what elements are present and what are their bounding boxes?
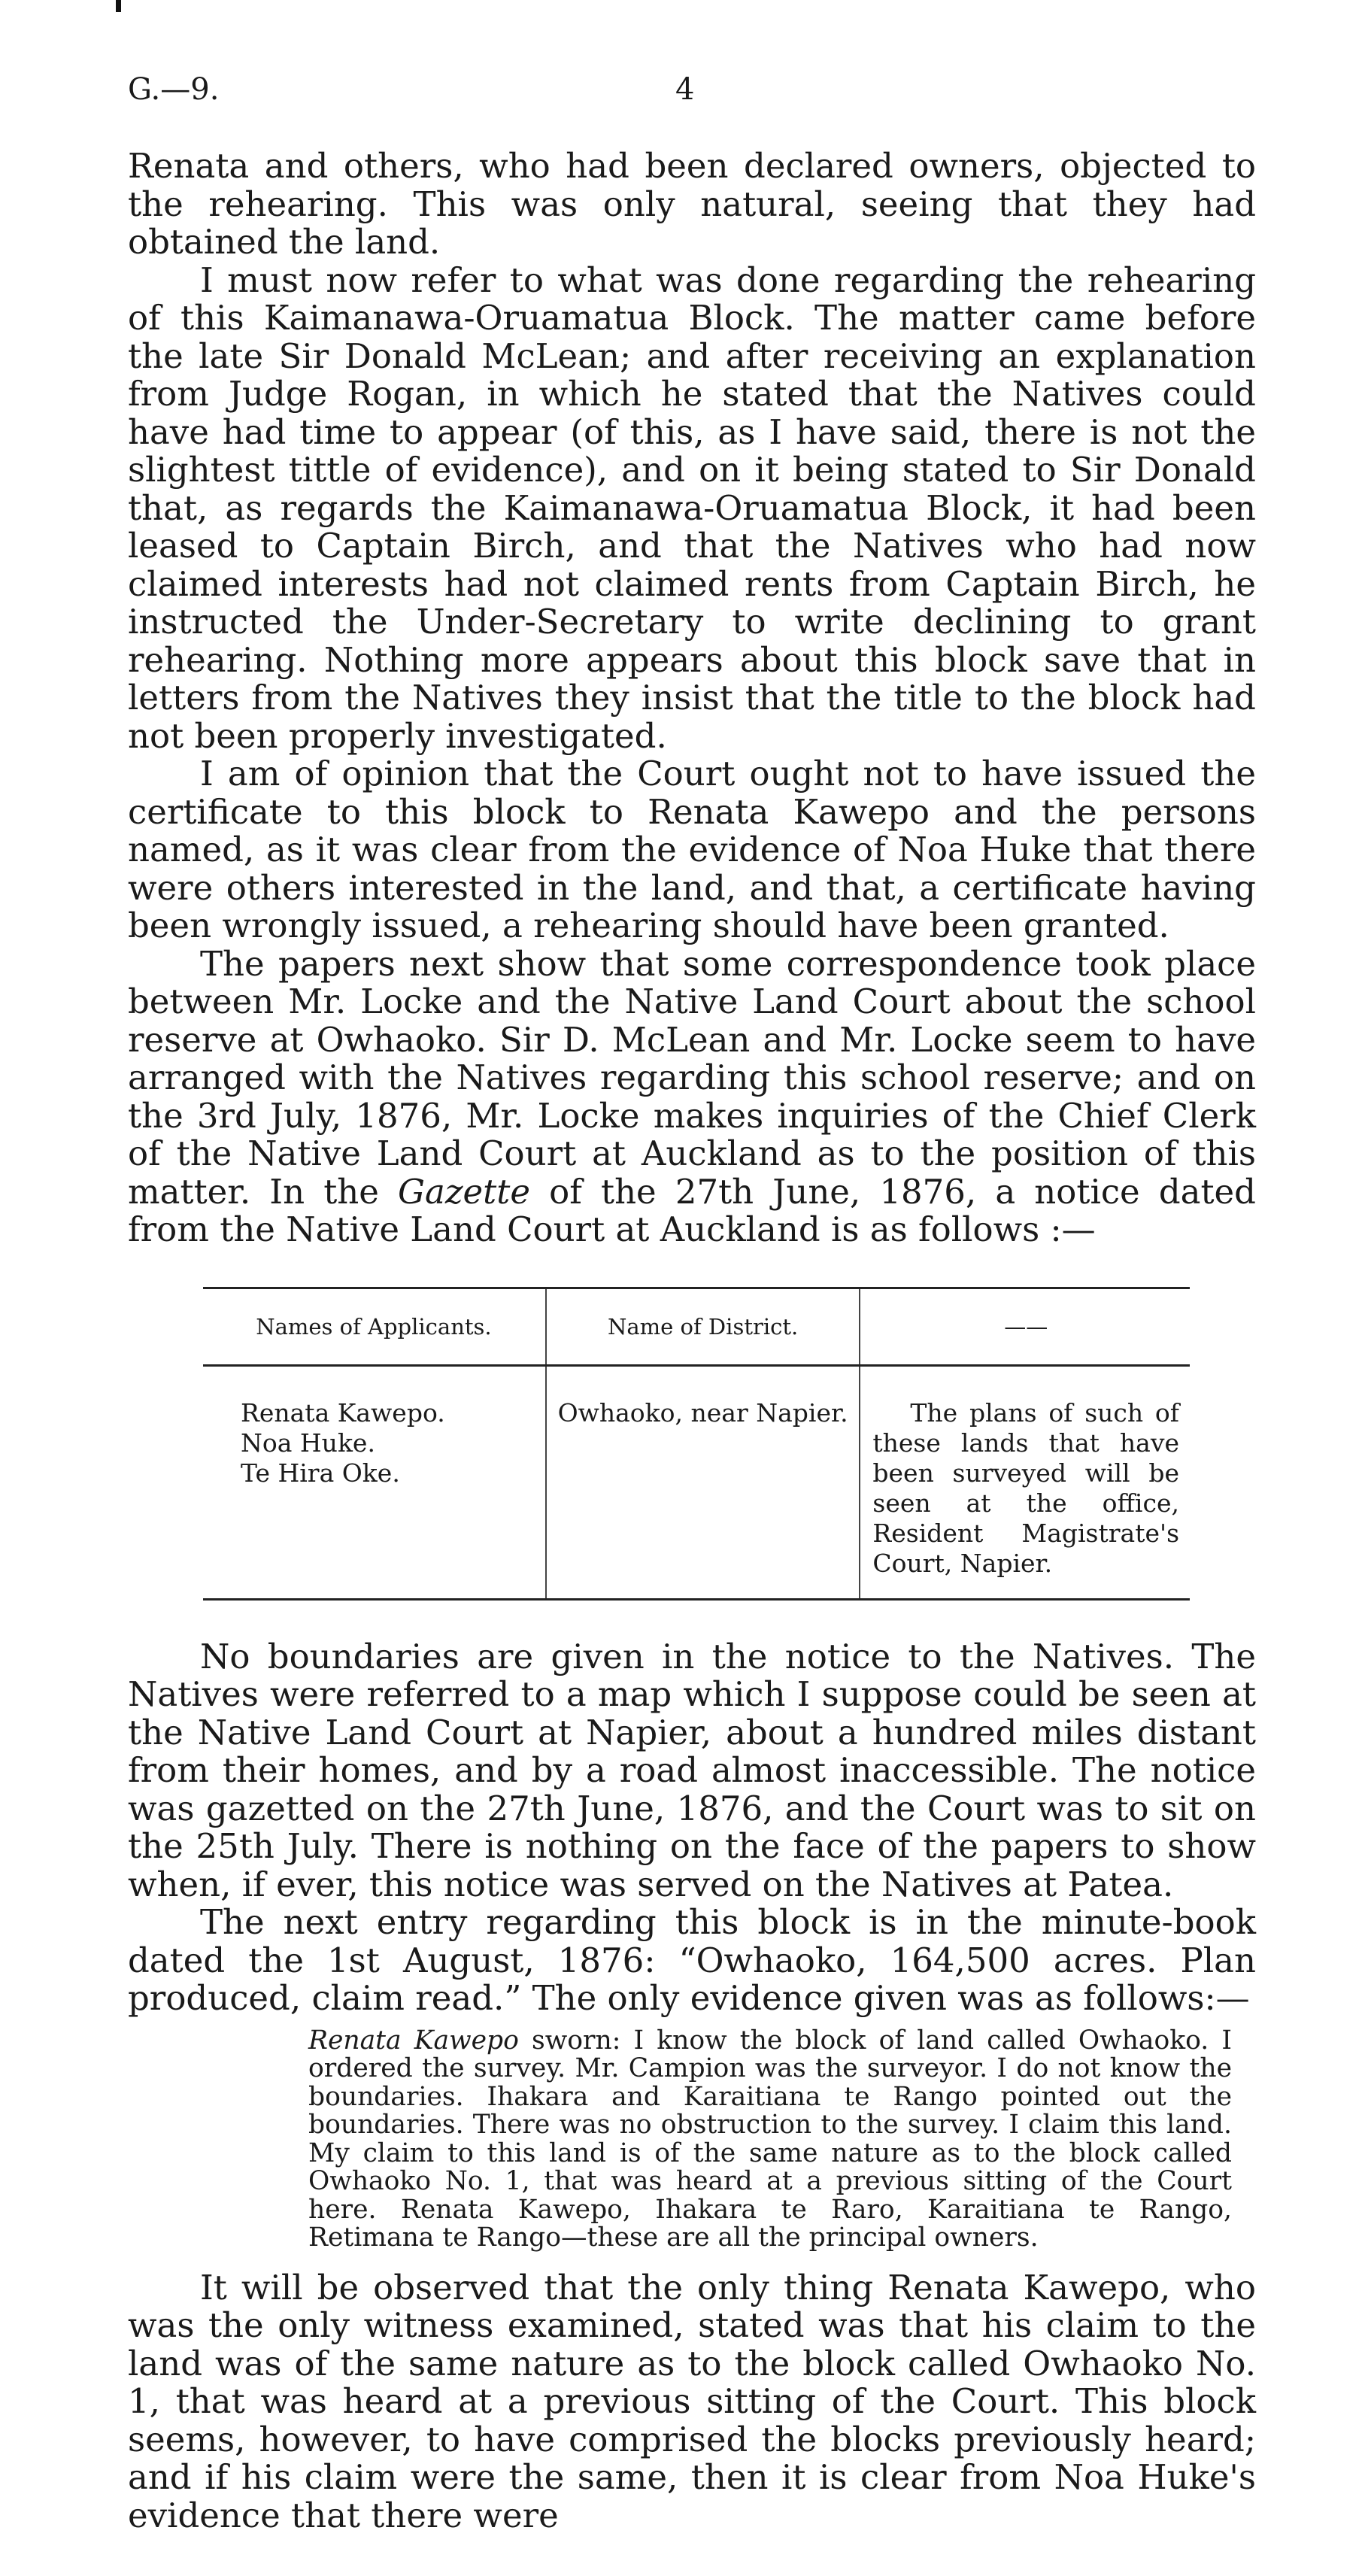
column-header-applicants: Names of Applicants.	[203, 1288, 546, 1365]
page-header	[128, 72, 1256, 117]
column-header-remarks: ——	[860, 1288, 1190, 1365]
applicants-cell	[203, 1365, 546, 1599]
gazette-paragraph	[128, 945, 1256, 1249]
gazette-italic: Gazette	[398, 1171, 530, 1212]
paragraph: The next entry regarding this block is in the minute-book dated the 1st August, 1876: “Owhaoko, 164,500 acres. Plan produced, claim read.” The only evidence given was as follows:—	[128, 1902, 1256, 2018]
quote-text: sworn: I know the block of land called Owhaoko. I ordered the survey. Mr. Campion was the surveyor. I do not know the boundaries. Ihakara and Karaitiana te Rango pointed out the boundaries. There was no obstruction to the survey. I claim this land. My claim to this land is of the same nature as to the block called Owhaoko No. 1, that was heard at a previous sitting of the Court here. Renata Kawepo, Ihakara te Raro, Karaitiana te Rango, Retimana te Rango—these are all the principal owners.	[308, 2025, 1232, 2253]
page-number: 4	[675, 72, 695, 107]
evidence-quote	[308, 2027, 1232, 2253]
paper-reference: G.—9.	[128, 72, 220, 107]
document-body	[128, 147, 1256, 2535]
gazette-notice-table	[203, 1287, 1190, 1601]
closing-paragraph: It will be observed that the only thing Renata Kawepo, who was the only witness examined, stated was that his claim to the land was of the same nature as to the block called Owhaoko No. 1, that was heard at a previous sitting of the Court. This block seems, however, to have comprised the blocks previously heard; and if his claim were the same, then it is clear from Noa Huke's evidence that there were	[128, 2267, 1256, 2535]
paragraph: I must now refer to what was done regarding the rehearing of this Kaimanawa-Oruamatua Block. The matter came before the late Sir Donald McLean; and after receiving an explanation from Judge Rogan, in which he stated that the Natives could have had time to appear (of this, as I have said, there is not the slightest tittle of evidence), and on it being stated to Sir Donald that, as regards the Kaimanawa-Oruamatua Block, it had been leased to Captain Birch, and that the Natives who had now claimed interests had not claimed rents from Captain Birch, he instructed the Under-Secretary to write declining to grant rehearing. Nothing more appears about this block save that in letters from the Natives they insist that the title to the block had not been properly investigated.	[128, 259, 1256, 756]
gazette-text-before: The papers next show that some correspondence took place between Mr. Locke and the Native Land Court about the school reserve at Owhaoko. Sir D. McLean and Mr. Locke seem to have arranged with the Natives regarding this school reserve; and on the 3rd July, 1876, Mr. Locke makes inquiries of the Chief Clerk of the Native Land Court at Auckland as to the position of this matter. In the	[128, 943, 1256, 1212]
paragraph: I am of opinion that the Court ought not to have issued the certificate to this block to Renata Kawepo and the persons named, as it was clear from the evidence of Noa Huke that there were others interested in the land, and that, a certificate having been wrongly issued, a rehearing should have been granted.	[128, 754, 1256, 945]
gazette-text-after: of the 27th June, 1876, a notice dated from the Native Land Court at Auckland is as follows :—	[128, 1171, 1256, 1249]
applicant-name: Te Hira Oke.	[241, 1458, 400, 1488]
witness-name: Renata Kawepo	[308, 2025, 519, 2056]
column-header-district: Name of District.	[546, 1288, 860, 1365]
paragraph: No boundaries are given in the notice to the Natives. The Natives were referred to a map which I suppose could be seen at the Native Land Court at Napier, about a hundred miles distant from their homes, and by a road almost inaccessible. The notice was gazetted on the 27th June, 1876, and the Court was to sit on the 25th July. There is nothing on the face of the papers to show when, if ever, this notice was served on the Natives at Patea.	[128, 1636, 1256, 1904]
applicant-name: Renata Kawepo.	[241, 1397, 445, 1428]
applicant-name: Noa Huke.	[241, 1428, 375, 1458]
remarks-cell	[860, 1365, 1190, 1599]
margin-mark	[116, 0, 121, 12]
plans-note: The plans of such of these lands that have been surveyed will be seen at the office, Resident Magistrate's Court, Napier.	[872, 1397, 1179, 1578]
table-row	[203, 1365, 1190, 1599]
table-header-row	[203, 1288, 1190, 1365]
district-cell: Owhaoko, near Napier.	[546, 1365, 860, 1599]
paragraph-continued: Renata and others, who had been declared owners, objected to the rehearing. This was only natural, seeing that they had obtained the land.	[128, 146, 1256, 262]
